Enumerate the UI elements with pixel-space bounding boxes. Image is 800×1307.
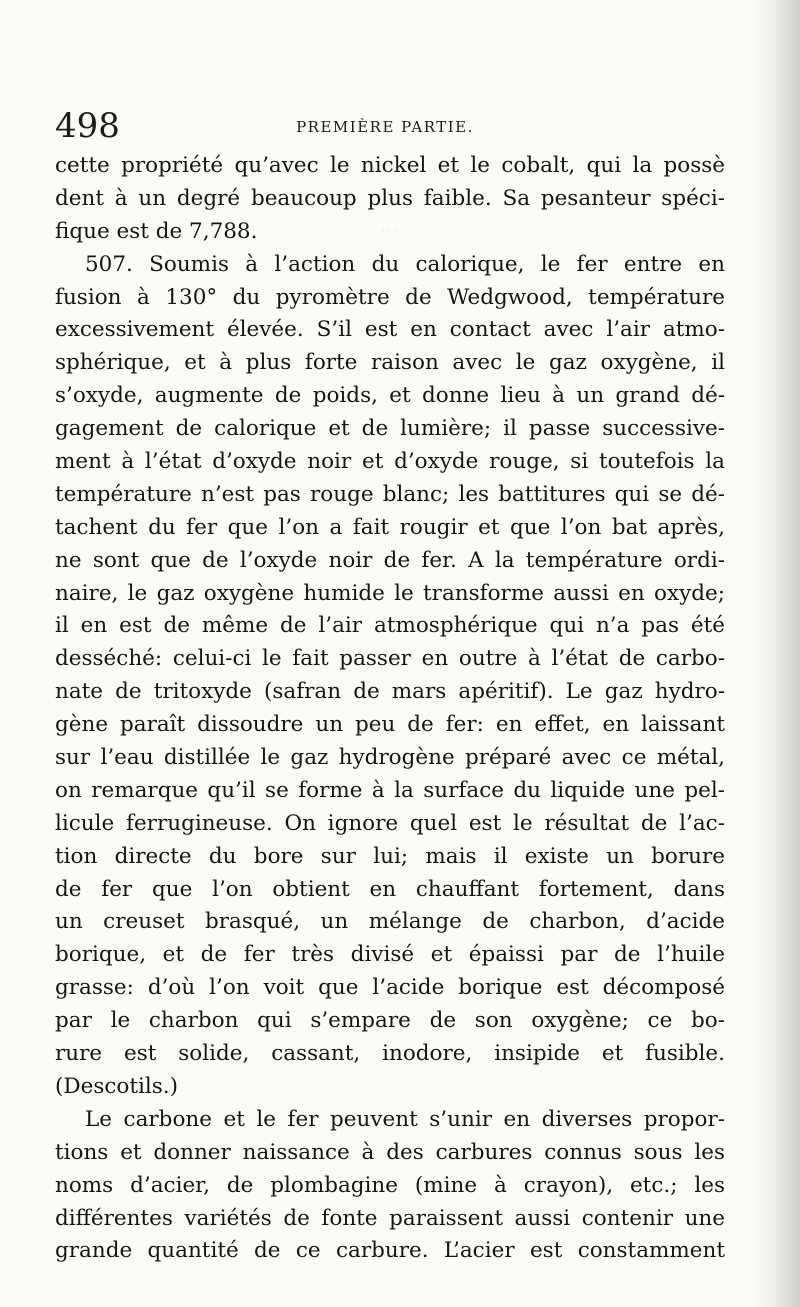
text-line: un creuset brasqué, un mélange de charbon, d’acide [55, 909, 725, 935]
text-line: tion directe du bore sur lui; mais il existe un borure [55, 843, 725, 869]
text-line: sur l’eau distillée le gaz hydrogène préparé avec ce métal, [55, 745, 725, 771]
text-line: par le charbon qui s’empare de son oxygène; ce bo- [55, 1008, 725, 1034]
text-line: tachent du fer que l’on a fait rougir et que l’on bat après, [55, 514, 725, 540]
text-line: différentes variétés de fonte paraissent aussi contenir une [55, 1205, 725, 1231]
text-line: gène paraît dissoudre un peu de fer: en effet, en laissant [55, 712, 725, 738]
text-line: borique, et de fer très divisé et épaissi par de l’huile [55, 942, 725, 968]
text-line: ne sont que de l’oxyde noir de fer. A la température ordi- [55, 547, 725, 573]
running-title: PREMIÈRE PARTIE. [296, 118, 474, 136]
text-line: dent à un degré beaucoup plus faible. Sa pesanteur spéci- [55, 185, 725, 211]
text-line: rure est solide, cassant, inodore, insipide et fusible. [55, 1041, 725, 1067]
text-line: tions et donner naissance à des carbures connus sous les [55, 1139, 725, 1165]
text-line: température n’est pas rouge blanc; les battitures qui se dé- [55, 481, 725, 507]
text-line: naire, le gaz oxygène humide le transforme aussi en oxyde; [55, 580, 725, 606]
text-line: 507. Soumis à l’action du calorique, le fer entre en [85, 251, 725, 277]
text-line: excessivement élevée. S’il est en contact avec l’air atmo- [55, 317, 725, 343]
text-line: gagement de calorique et de lumière; il passe successive- [55, 416, 725, 442]
page-number: 498 [55, 106, 120, 146]
text-line: il en est de même de l’air atmosphérique qui n’a pas été [55, 613, 725, 639]
text-line: desséché: celui-ci le fait passer en outre à l’état de carbo- [55, 646, 725, 672]
text-line: nate de tritoxyde (safran de mars apéritif). Le gaz hydro- [55, 679, 725, 705]
text-line: cette propriété qu’avec le nickel et le cobalt, qui la possè [55, 153, 725, 178]
page-edge-shadow [754, 0, 800, 1307]
show-through-text: … [380, 215, 398, 236]
text-line: on remarque qu’il se forme à la surface du liquide une pel- [55, 777, 725, 803]
text-line: Le carbone et le fer peuvent s’unir en diverses propor- [85, 1106, 725, 1132]
text-line: licule ferrugineuse. On ignore quel est le résultat de l’ac- [55, 810, 725, 836]
text-line: s’oxyde, augmente de poids, et donne lieu à un grand dé- [55, 383, 725, 409]
running-header [55, 104, 715, 148]
body-text [55, 150, 725, 1268]
text-line: noms d’acier, de plombagine (mine à crayon), etc.; les [55, 1172, 725, 1198]
text-line: de fer que l’on obtient en chauffant fortement, dans [55, 876, 725, 902]
text-line: (Descotils.) [55, 1073, 179, 1099]
text-line: grasse: d’où l’on voit que l’acide borique est décomposé [55, 975, 725, 1001]
text-line: grande quantité de ce carbure. L’acier est constamment [55, 1238, 725, 1264]
text-line: fusion à 130° du pyromètre de Wedgwood, température [55, 284, 725, 310]
text-line: fique est de 7,788. [55, 218, 258, 244]
text-line: sphérique, et à plus forte raison avec le gaz oxygène, il [55, 350, 725, 376]
text-line: ment à l’état d’oxyde noir et d’oxyde rouge, si toutefois la [55, 449, 725, 475]
